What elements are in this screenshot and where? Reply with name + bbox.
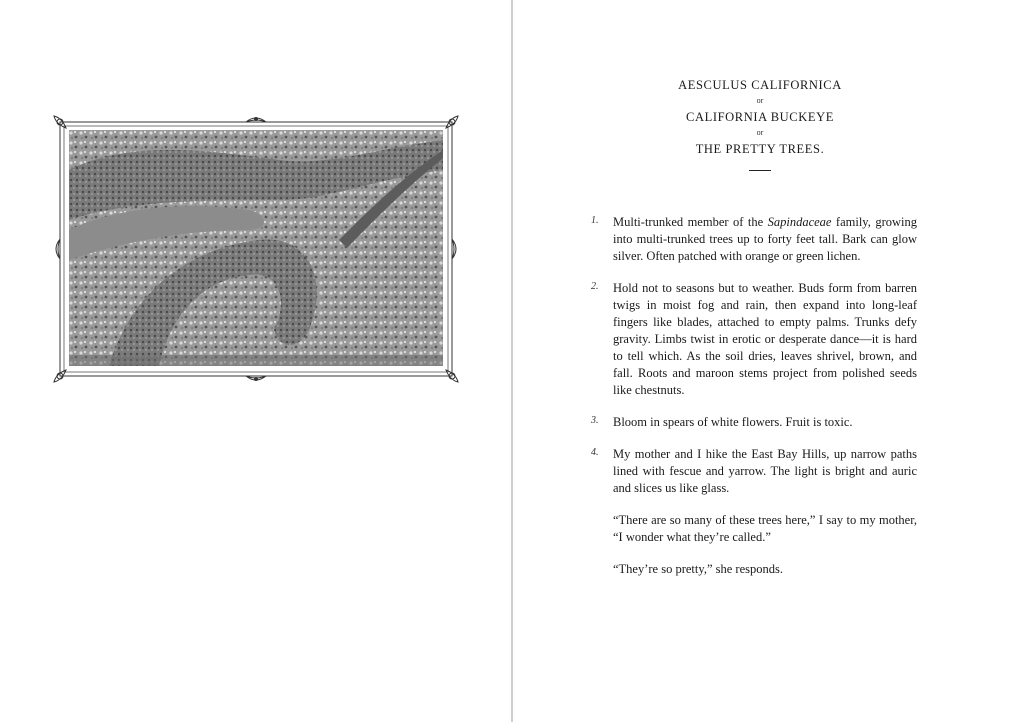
entry-text: Multi-trunked member of the Sapindaceae family, growing into multi-trunked trees up to forty feet tall. Bark can glow silver. Often patched with orange or green lichen. [613,215,917,263]
entry-number: 1. [591,215,599,226]
entry-number: 3. [591,415,599,426]
right-page [513,0,1024,722]
title-common-name: CALIFORNIA BUCKEYE [686,110,834,124]
dialogue-paragraph: “They’re so pretty,” she responds. [613,562,783,576]
list-item [591,414,917,431]
dialogue-paragraph: “There are so many of these trees here,” I say to my mother, “I wonder what they’re called.” [613,513,917,544]
photo-frame [52,114,460,384]
entries-list [591,214,917,593]
entry-number: 4. [591,447,599,458]
title-latin-name: AESCULUS CALIFORNICA [678,78,842,92]
entry-text: Hold not to seasons but to weather. Buds form from barren twigs in moist fog and rain, then expand into long-leaf fingers like blades, attached to empty palms. Trunks defy gravity. Limbs twist in erotic or desperate dance—it is hard to tell which. As the soil dries, leaves shrivel, brown, and fall. Roots and maroon stems project from polished seeds like chestnuts. [613,281,917,397]
title-or-1: or [756,96,764,105]
title-rule [749,170,771,171]
entry-text: My mother and I hike the East Bay Hills, up narrow paths lined with fescue and yarrow. The light is bright and auric and slices us like glass. [613,447,917,495]
list-item [591,446,917,497]
list-item [591,280,917,399]
entry-number: 2. [591,281,599,292]
list-item [591,214,917,265]
title-subtitle: THE PRETTY TREES. [695,142,825,156]
left-page [0,0,511,722]
title-block [663,77,857,171]
title-or-2: or [756,128,764,137]
tree-branch-photo [69,130,443,366]
entry-text: Bloom in spears of white flowers. Fruit is toxic. [613,415,853,429]
